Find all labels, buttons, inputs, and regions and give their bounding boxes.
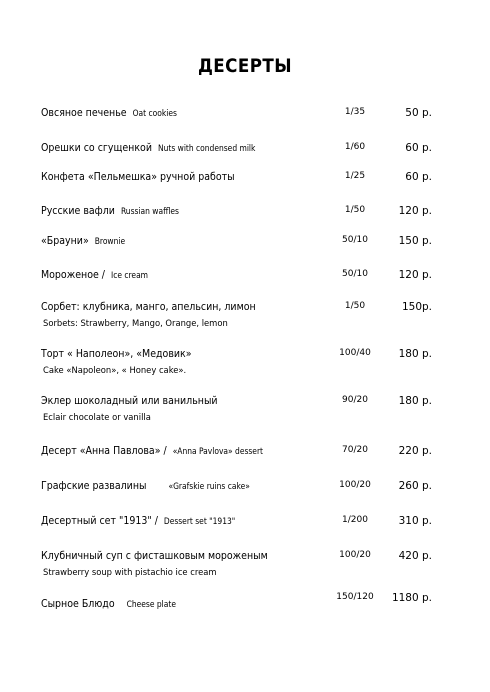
item-name-ru: «Брауни» <box>41 235 89 247</box>
item-portion: 70/20 <box>342 445 368 455</box>
item-name-ru: Русские вафли <box>41 205 115 217</box>
item-subtitle-en: Sorbets: Strawberry, Mango, Orange, lemon <box>43 318 228 328</box>
item-name-en: Nuts with condensed milk <box>157 143 256 153</box>
item-name-ru: Овсяное печенье <box>41 107 127 119</box>
item-name-ru: Клубничный суп с фисташковым мороженым <box>41 550 268 562</box>
item-price: 1180 р. <box>391 592 432 604</box>
item-portion: 1/50 <box>344 301 366 311</box>
item-price: 60 р. <box>405 142 432 154</box>
item-price: 260 р. <box>398 480 432 492</box>
item-name-en: «Grafskie ruins cake» <box>168 481 250 491</box>
item-subtitle-en: Strawberry soup with pistachio ice cream <box>43 567 217 577</box>
item-name-ru: Торт « Наполеон», «Медовик» <box>41 348 192 360</box>
item-price: 50 р. <box>405 107 432 119</box>
item-portion: 1/25 <box>344 171 366 181</box>
item-name-ru: Десерт «Анна Павлова» / <box>41 445 167 457</box>
item-subtitle-en: Eclair chocolate or vanilla <box>43 412 151 422</box>
item-name-en: Oat cookies <box>132 108 177 118</box>
item-price: 180 р. <box>398 348 432 360</box>
item-portion: 1/50 <box>344 205 366 215</box>
item-portion: 100/20 <box>339 480 371 490</box>
item-portion: 1/200 <box>342 515 368 525</box>
item-portion: 1/35 <box>344 107 366 117</box>
item-name-en: Dessert set "1913" <box>163 516 236 526</box>
item-portion: 1/60 <box>344 142 366 152</box>
item-subtitle-en: Cake «Napoleon», « Honey cake». <box>43 365 187 375</box>
item-name-ru: Конфета «Пельмешка» ручной работы <box>41 171 235 183</box>
item-price: 150р. <box>401 301 432 313</box>
item-price: 180 р. <box>398 395 432 407</box>
item-portion: 100/40 <box>339 348 371 358</box>
item-price: 420 р. <box>398 550 432 562</box>
item-price: 220 р. <box>398 445 432 457</box>
item-price: 120 р. <box>398 205 432 217</box>
item-name-en: «Anna Pavlova» dessert <box>172 446 263 456</box>
item-name-ru: Графские развалины <box>41 480 147 492</box>
item-name-ru: Сорбет: клубника, манго, апельсин, лимон <box>41 301 256 313</box>
item-name-ru: Орешки со сгущенкой <box>41 142 152 154</box>
item-name-en: Brownie <box>94 236 126 246</box>
item-name-ru: Эклер шоколадный или ванильный <box>41 395 218 407</box>
item-price: 310 р. <box>398 515 432 527</box>
item-name-ru: Мороженое / <box>41 269 105 281</box>
item-price: 120 р. <box>398 269 432 281</box>
menu-title: ДЕСЕРТЫ <box>197 55 293 77</box>
item-portion: 100/20 <box>339 550 371 560</box>
item-portion: 90/20 <box>342 395 368 405</box>
item-name-en: Russian waffles <box>120 206 179 216</box>
item-name-ru: Десертный сет "1913" / <box>41 515 158 527</box>
item-portion: 50/10 <box>342 235 368 245</box>
item-name-ru: Сырное Блюдо <box>41 598 115 610</box>
item-price: 150 р. <box>398 235 432 247</box>
item-portion: 50/10 <box>342 269 368 279</box>
item-portion: 150/120 <box>336 592 374 602</box>
item-name-en: Cheese plate <box>126 599 176 609</box>
item-price: 60 р. <box>405 171 432 183</box>
item-name-en: Ice cream <box>110 270 149 280</box>
